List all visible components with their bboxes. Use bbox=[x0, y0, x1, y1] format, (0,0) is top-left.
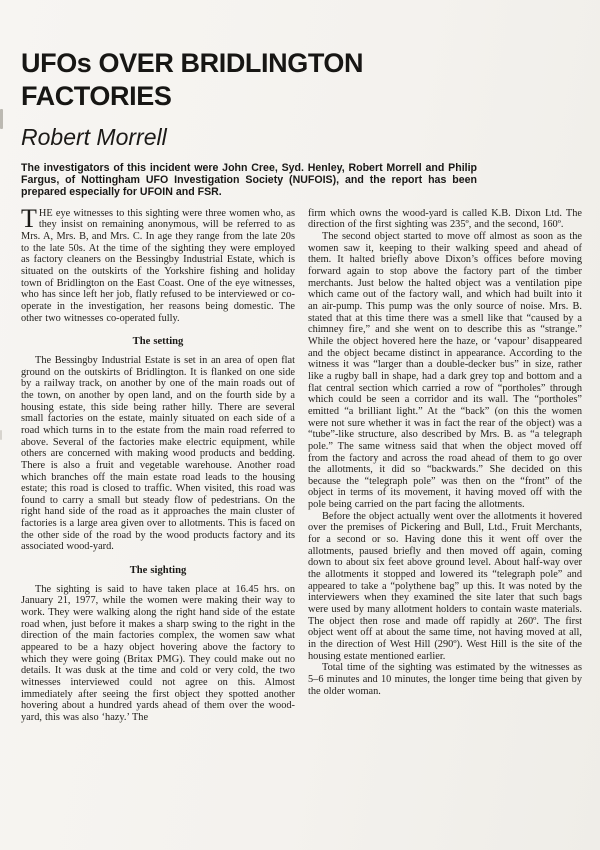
two-column-body bbox=[21, 203, 582, 724]
article-title: UFOs OVER BRIDLINGTON FACTORIES bbox=[21, 48, 364, 111]
article-author: Robert Morrell bbox=[21, 124, 167, 150]
continuation-paragraph: firm which owns the wood-yard is called K.B. Dixon Ltd. The direction of the first sighting was 235º, and the second, 160º. bbox=[308, 207, 582, 231]
opening-paragraph bbox=[21, 203, 295, 325]
second-object-paragraph: The second object started to move off almost as soon as the women saw it, keeping to their walking speed and ahead of them. It halted briefly above Dixon’s offices before moving forward again to stop above the factory part of the timber merchants. Just below the halted object was a ventilation pipe which came out of the factory wall, and which had built into it an air-pump. This pump was the only source of noise. Mrs. B. stated that at this time there was a smell like that “caused by a chimney fire,” and she went on to describe this as “strange.” While the object hovered here the haze, or ‘vapour’ disappeared and the object became distinct in appearance. According to the witness it was “larger than a double-decker bus” in size, rather like a rugby ball in shape, had a dark grey top and bottom and a flat central section which carried a row of “portholes” through which could be seen a corridor and its wall. The “portholes” emitted “a brilliant light.” At the “back” (on this the women were not sure whether it was in fact the rear of the object) was a “tube”-like structure, also described by Mrs. B. as “a telegraph pole.” The same witness said that when the object moved off from the factory and across the road ahead of them to go over the allotments, it did so “backwards.” She decided on this because the “telegraph pole” was then on the “front” of the object in terms of its movement, it having moved off with the pole being carried on the part facing the allotments. bbox=[308, 231, 582, 511]
sighting-paragraph: The sighting is said to have taken place at 16.45 hrs. on January 21, 1977, while the women were making their way to work. They were walking along the right hand side of the estate road when, just before it makes a sharp swing to the right in the direction of the main factories complex, the women saw what appeared to be a hazy object hovering above the factory to which they were going (Britax PMG). They could make out no details. It was dusk at the time and cold or very cold, the two witnesses interviewed could not agree on this. Almost immediately after seeing the first object they spotted another hovering about a hundred yards ahead of them over the wood-yard, this was also ‘hazy.’ The bbox=[21, 583, 295, 723]
left-column bbox=[21, 203, 295, 724]
opening-paragraph-text: HE eye witnesses to this sighting were three women who, as they insist on remaining anonymous, will be referred to as Mrs. A, Mrs. B, and Mrs. C. In age they range from the late 20s to the late 50s. At the time of the sighting they were employed as factory cleaners on the Bessingby Industrial Estate, which is situated on the outskirts of the Yorkshire fishing and holiday town of Bridlington on the East Coast. One of the eye witnesses, who has since left her job, flatly refused to be interviewed or co-operate in the investigation, her reasons being domestic. The other two witnesses co-operated fully. bbox=[21, 207, 295, 324]
sighting-heading: The sighting bbox=[129, 565, 187, 577]
setting-paragraph: The Bessingby Industrial Estate is set in an area of open flat ground on the outskirts of Bridlington. It is flanked on one side by a railway track, on another by one of the main roads out of the town, on another by open land, and on the fourth side by a housing estate, this side being rather hilly. There are several small factories on the estate, mainly situated on each side of a road which turns in to the estate from the main road referred to above. Several of the factories make electric equipment, while others are concerned with making wood products and bedding. There is also a fruit and vegetable warehouse. Another road which branches off the main estate road leads to the housing estate; this road is closed to traffic. When visited, this road was found to carry a small but steady flow of pedestrians. On the right hand side of the road as it approaches the main cluster of factories is a large area given over to allotments. This is faced on the other side of the road by the wood products factory and its associated wood-yard. bbox=[21, 354, 295, 553]
setting-heading: The setting bbox=[132, 336, 184, 348]
total-time-paragraph: Total time of the sighting was estimated by the witnesses as 5–6 minutes and 10 minutes, the longer time being that given by the older woman. bbox=[308, 662, 582, 697]
scan-artifact bbox=[0, 109, 3, 129]
drop-cap: T bbox=[21, 203, 37, 233]
article-content bbox=[21, 47, 582, 724]
allotments-paragraph: Before the object actually went over the allotments it hovered over the premises of Pickering and Bull, Ltd., Fruit Merchants, for a second or so. Having done this it went off over the allotments, paused briefly and then moved off again, coming down to about six feet above ground level. About half-way over the allotments it stopped and lowered its “telegraph pole” and appeared to take a “polythene bag” up this. It was noted by the interviewers when they examined the site later that such bags were used by many allotment holders to contain waste materials. The object then rose and made off rapidly at 260º. The first object went off at about the same time, not having moved at all, in the direction of West Hill (290º). West Hill is the site of the housing estate mentioned earlier. bbox=[308, 510, 582, 662]
right-column bbox=[308, 208, 582, 724]
scan-artifact bbox=[0, 430, 2, 440]
investigators-note: The investigators of this incident were John Cree, Syd. Henley, Robert Morrell and Philip Fargus, of Nottingham UFO Investigation Society (NUFOIS), and the report has been prepared especially for UFOIN and FSR. bbox=[21, 162, 477, 198]
